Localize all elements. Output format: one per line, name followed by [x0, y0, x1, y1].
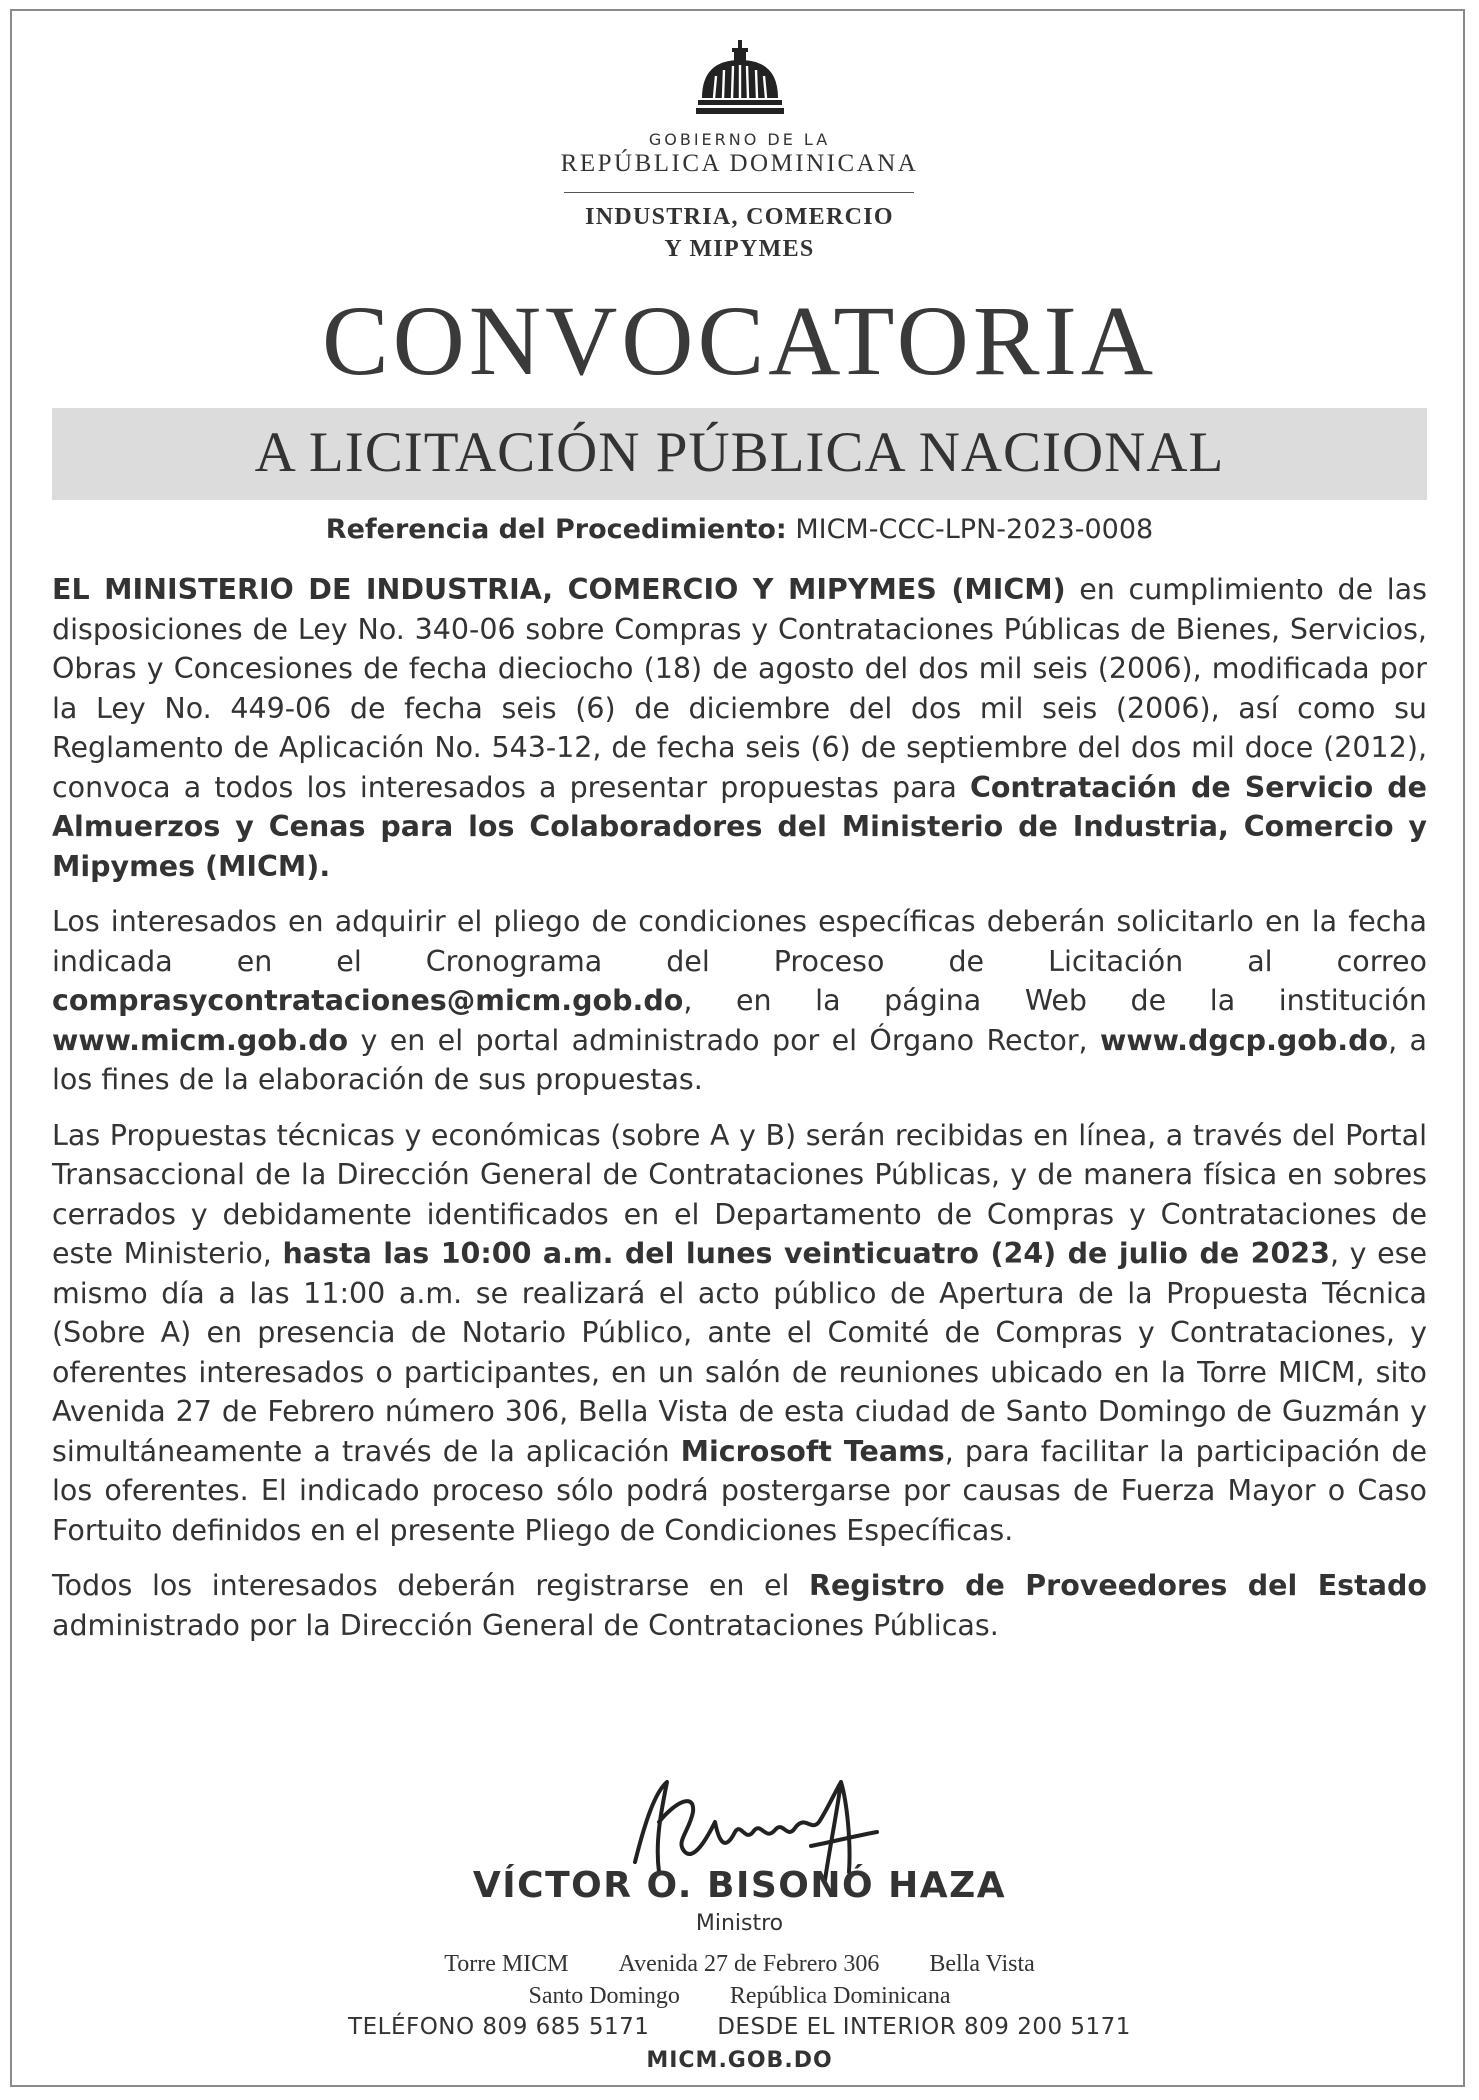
paragraph-text: y en el portal administrado por el Órgano Rector,	[348, 1023, 1100, 1057]
registry-bold: Registro de Proveedores del Estado	[809, 1569, 1427, 1602]
paragraph-text: administrado por la Dirección General de Contrataciones Públicas.	[52, 1608, 999, 1642]
footer-website: MICM.GOB.DO	[646, 2048, 833, 2073]
paragraph-text: , a los fines de la elaboración de sus propuestas.	[52, 1023, 1427, 1096]
reference-label: Referencia del Procedimiento:	[325, 514, 787, 545]
footer-address-line2	[0, 1983, 1479, 2010]
phone-number: TELÉFONO 809 685 5171	[348, 2014, 650, 2040]
paragraph-3	[52, 1116, 1427, 1551]
email-address: comprasycontrataciones@micm.gob.do	[52, 984, 684, 1017]
paragraph-text: Los interesados en adquirir el pliego de condiciones específicas deberán solicitarlo en la fecha indicada en el Cronograma del Proceso de Licitación al correo	[52, 905, 1427, 978]
paragraph-text: , en la página Web de la institución	[683, 984, 1427, 1017]
procedure-reference	[0, 514, 1479, 545]
footer-address-line1	[0, 1951, 1479, 1978]
paragraph-text: , para facilitar la participación de los oferentes. El indicado proceso sólo podrá postergarse por causas de Fuerza Mayor o Caso Fortuito definidos en el presente Pliego de Condiciones Específicas.	[52, 1434, 1427, 1547]
micm-website: www.micm.gob.do	[52, 1023, 349, 1057]
notice-body	[52, 570, 1427, 1661]
paragraph-4	[52, 1566, 1427, 1645]
signer-role: Ministro	[695, 1911, 784, 1936]
gov-label-big: REPÚBLICA DOMINICANA	[560, 150, 919, 177]
signer-name: VÍCTOR O. BISONÓ HAZA	[472, 1865, 1007, 1906]
header-divider	[564, 192, 914, 193]
phone-interior: DESDE EL INTERIOR 809 200 5171	[717, 2014, 1131, 2040]
ministry-name-line2: Y MIPYMES	[664, 236, 815, 262]
paragraph-1	[52, 570, 1427, 886]
footer-phones	[0, 2014, 1479, 2040]
government-dome-icon	[696, 40, 784, 122]
page-title: CONVOCATORIA	[321, 285, 1158, 396]
service-description-bold: Contratación de Servicio de Almuerzos y Cenas para los Colaboradores del Ministerio de Industria, Comercio y Mipymes (MICM).	[52, 770, 1428, 883]
paragraph-text: Todos los interesados deberán registrarse en el	[52, 1569, 810, 1602]
address-city: Santo Domingo	[528, 1983, 680, 2009]
paragraph-text: Las Propuestas técnicas y económicas (sobre A y B) serán recibidas en línea, a través del Portal Transaccional de la Dirección General de Contrataciones Públicas, y de manera física en sobres cerrados y debidamente identificados en el Departamento de Compras y Contrataciones de este Ministerio,	[52, 1118, 1427, 1270]
address-country: República Dominicana	[729, 1983, 951, 2009]
deadline-bold: hasta las 10:00 a.m. del lunes veinticuatro (24) de julio de 2023	[282, 1237, 1330, 1270]
ministry-name-bold: EL MINISTERIO DE INDUSTRIA, COMERCIO Y MIPYMES (MICM)	[52, 573, 1066, 606]
address-sector: Bella Vista	[929, 1951, 1035, 1977]
page-subtitle: A LICITACIÓN PÚBLICA NACIONAL	[254, 421, 1225, 484]
paragraph-text: en cumplimiento de las disposiciones de Ley No. 340-06 sobre Compras y Contrataciones Públicas de Bienes, Servicios, Obras y Concesiones de fecha dieciocho (18) de agosto del dos mil seis (2006), modificada por la Ley No. 449-06 de fecha seis (6) de diciembre del dos mil seis (2006), así como su Reglamento de Aplicación No. 543-12, de fecha seis (6) de septiembre del dos mil doce (2012), convoca a todos los interesados a presentar propuestas para	[52, 573, 1427, 804]
gov-label-small: GOBIERNO DE LA	[648, 130, 831, 149]
address-building: Torre MICM	[444, 1951, 569, 1977]
reference-value: MICM-CCC-LPN-2023-0008	[795, 514, 1154, 545]
teams-bold: Microsoft Teams	[680, 1434, 945, 1468]
address-street: Avenida 27 de Febrero 306	[618, 1951, 880, 1977]
paragraph-text: , y ese mismo día a las 11:00 a.m. se realizará el acto público de Apertura de la Propuesta Técnica (Sobre A) en presencia de Notario Público, ante el Comité de Compras y Contrataciones, y oferentes interesados o participantes, en un salón de reuniones ubicado en la Torre MICM, sito Avenida 27 de Febrero número 306, Bella Vista de esta ciudad de Santo Domingo de Guzmán y simultáneamente a través de la aplicación	[52, 1237, 1428, 1468]
paragraph-2	[52, 902, 1427, 1100]
ministry-name-line1: INDUSTRIA, COMERCIO	[585, 204, 894, 230]
dgcp-website: www.dgcp.gob.do	[1099, 1023, 1389, 1057]
